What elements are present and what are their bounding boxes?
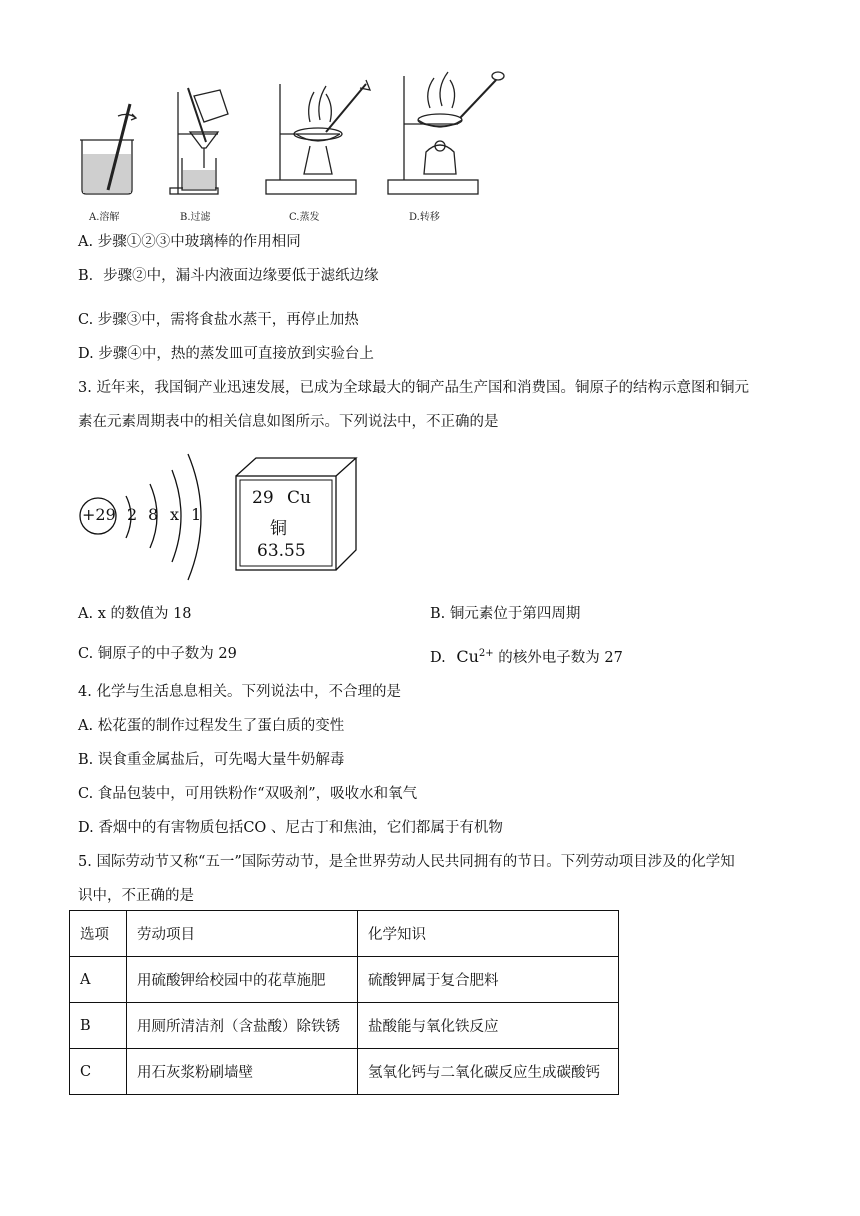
table-cell: 用硫酸钾给校园中的花草施肥 — [127, 957, 358, 1003]
q4-option-c: C. 食品包装中，可用铁粉作“双吸剂”，吸收水和氧气 — [78, 786, 418, 802]
beaker-dissolve-icon — [80, 104, 136, 194]
element-symbol: Cu — [287, 488, 311, 508]
evaporation-dish-icon — [266, 80, 370, 194]
ion-charge: 2+ — [478, 648, 494, 659]
q3-option-d: D. $Cu^{2+}$ 的核外电子数为 27 — [430, 646, 623, 666]
caption-evaporate: C.蒸发 — [289, 212, 320, 223]
shell-1-electrons: 2 — [127, 505, 138, 524]
table-cell: A — [70, 957, 127, 1003]
table-row — [70, 957, 619, 1003]
q3-option-c: C. 铜原子的中子数为 29 — [78, 646, 237, 662]
filtration-funnel-icon — [170, 88, 228, 194]
table-row — [70, 1003, 619, 1049]
q4-stem: 4. 化学与生活息息相关。下列说法中，不合理的是 — [78, 684, 401, 700]
q4-option-d: D. 香烟中的有害物质包括CO 、尼古丁和焦油，它们都属于有机物 — [78, 820, 503, 836]
element-name: 铜 — [270, 519, 287, 539]
header-labor-project: 劳动项目 — [127, 911, 358, 957]
q3-stem-line2: 素在元素周期表中的相关信息如图所示。下列说法中，不正确的是 — [78, 414, 499, 430]
q5-stem-line2: 识中，不正确的是 — [78, 888, 194, 904]
q2-option-c: C. 步骤③中，需将食盐水蒸干，再停止加热 — [78, 312, 359, 328]
table-cell: 氢氧化钙与二氧化碳反应生成碳酸钙 — [358, 1049, 619, 1095]
table-cell: B — [70, 1003, 127, 1049]
q2-option-a: A. 步骤①②③中玻璃棒的作用相同 — [78, 234, 301, 250]
copper-ion-symbol: Cu — [456, 646, 479, 666]
header-chemistry-knowledge: 化学知识 — [358, 911, 619, 957]
lab-apparatus-figure — [70, 62, 530, 202]
atomic-number: 29 — [252, 488, 274, 508]
caption-transfer: D.转移 — [409, 212, 440, 223]
q4-option-a: A. 松花蛋的制作过程发生了蛋白质的变性 — [78, 718, 345, 734]
table-cell: 盐酸能与氧化铁反应 — [358, 1003, 619, 1049]
table-cell: 硫酸钾属于复合肥料 — [358, 957, 619, 1003]
shell-4-electrons: 1 — [191, 505, 202, 524]
table-cell: 用石灰浆粉刷墙壁 — [127, 1049, 358, 1095]
nucleus-charge: +29 — [82, 505, 116, 524]
labor-chemistry-table — [69, 910, 619, 1095]
table-header-row — [70, 911, 619, 957]
atomic-mass: 63.55 — [257, 541, 306, 561]
q4-option-b: B. 误食重金属盐后，可先喝大量牛奶解毒 — [78, 752, 345, 768]
shell-2-electrons: 8 — [148, 505, 159, 524]
q3-stem-line1: 3. 近年来，我国铜产业迅速发展，已成为全球最大的铜产品生产国和消费国。铜原子的结构示意图和铜元 — [78, 380, 749, 396]
caption-filter: B.过滤 — [180, 212, 211, 223]
transfer-crucible-tongs-icon — [388, 72, 504, 194]
caption-dissolve: A.溶解 — [89, 212, 120, 223]
q3-option-b: B. 铜元素位于第四周期 — [430, 606, 581, 622]
table-row — [70, 1049, 619, 1095]
table-cell: C — [70, 1049, 127, 1095]
q2-option-b: B．步骤②中，漏斗内液面边缘要低于滤纸边缘 — [78, 268, 379, 284]
table-cell: 用厕所清洁剂（含盐酸）除铁锈 — [127, 1003, 358, 1049]
q2-option-d: D. 步骤④中，热的蒸发皿可直接放到实验台上 — [78, 346, 374, 362]
shell-3-electrons: x — [170, 505, 180, 524]
header-option: 选项 — [70, 911, 127, 957]
q5-stem-line1: 5. 国际劳动节又称“五一”国际劳动节，是全世界劳动人民共同拥有的节日。下列劳动项目涉及的化学知 — [78, 854, 735, 870]
q3-option-a: A. x 的数值为 18 — [78, 606, 192, 622]
